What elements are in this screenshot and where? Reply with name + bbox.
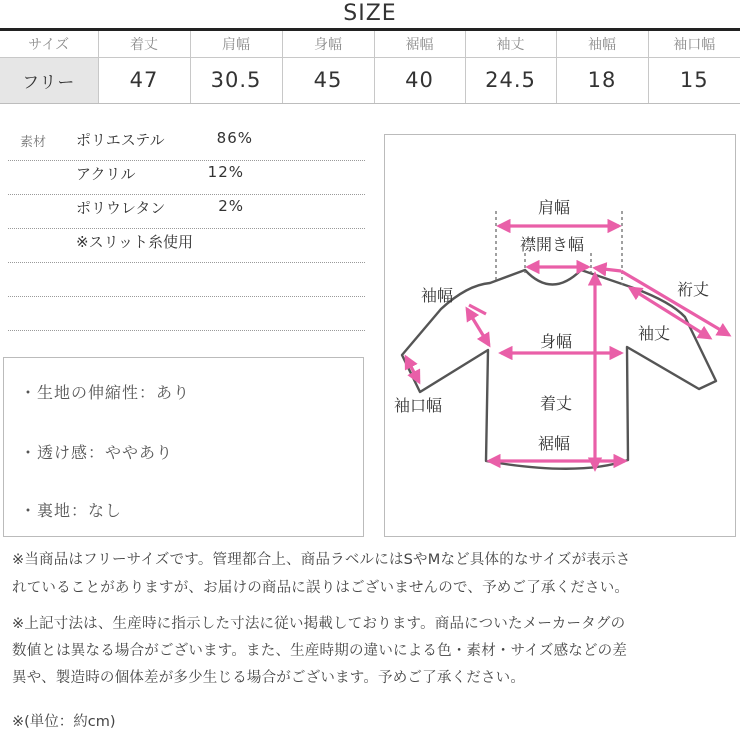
property-lining: ・裏地：なし [20, 501, 123, 520]
material-name: ポリウレタン [76, 199, 166, 217]
cell-sleeve-width: 18 [556, 57, 648, 103]
cell-size: フリー [0, 57, 98, 103]
label-length: 着丈 [540, 394, 573, 413]
material-percent: 86% [216, 129, 253, 147]
note-2-line-3: 異や、製造時の個体差が多少生じる場合がございます。予めご了承ください。 [12, 670, 526, 686]
yuki-arrow [595, 268, 621, 271]
cell-hem-width: 40 [374, 57, 465, 103]
label-body-width: 身幅 [540, 332, 573, 351]
cell-cuff-width: 15 [648, 57, 740, 103]
fabric-properties-box [3, 357, 364, 537]
label-sleeve-width: 袖幅 [421, 286, 454, 305]
header-hem-width: 裾幅 [374, 31, 465, 57]
header-body-width: 身幅 [282, 31, 374, 57]
label-cuff: 袖口幅 [394, 396, 443, 415]
material-note: ※スリット糸使用 [76, 233, 193, 251]
header-shoulder: 肩幅 [190, 31, 282, 57]
header-cuff-width: 袖口幅 [648, 31, 740, 57]
cell-length: 47 [98, 57, 190, 103]
header-size: サイズ [0, 31, 98, 57]
material-label: 素材 [20, 135, 47, 150]
property-stretch: ・生地の伸縮性：あり [20, 383, 191, 402]
size-title: SIZE [343, 1, 397, 26]
size-table-header-row [0, 31, 740, 57]
material-row-empty [8, 263, 365, 297]
cell-body-width: 45 [282, 57, 374, 103]
label-sleeve-length: 袖丈 [638, 324, 671, 343]
note-1-line-2: れていることがありますが、お届けの商品に誤りはございませんので、予めご了承ください。 [12, 580, 630, 596]
header-sleeve-width: 袖幅 [556, 31, 648, 57]
material-name: ポリエステル [76, 131, 165, 149]
unit-note: ※(単位：約cm) [12, 714, 116, 730]
material-percent: 12% [207, 163, 244, 181]
material-row-1 [8, 127, 365, 161]
garment-diagram-svg [385, 135, 737, 538]
size-table-row [0, 57, 740, 103]
note-2-line-2: 数値とは異なる場合がございます。また、生産時期の違いによる色・素材・サイズ感などの差 [12, 643, 628, 659]
material-row-empty [8, 297, 365, 331]
note-2-line-1: ※上記寸法は、生産時に指示した寸法に従い掲載しております。商品についたメーカータグの [12, 616, 626, 632]
cell-shoulder: 30.5 [190, 57, 282, 103]
material-percent: 2% [218, 197, 244, 215]
size-table [0, 31, 740, 104]
material-row-3 [8, 195, 365, 229]
material-row-2 [8, 161, 365, 195]
label-hem: 裾幅 [538, 434, 571, 453]
label-shoulder: 肩幅 [538, 198, 571, 217]
label-yuki: 裄丈 [677, 280, 710, 299]
note-1-line-1: ※当商品はフリーサイズです。管理都合上、商品ラベルにはSやMなど具体的なサイズが表示さ [12, 552, 631, 568]
sleeve-width-arrow [469, 305, 486, 314]
cell-sleeve-length: 24.5 [465, 57, 556, 103]
label-neck: 襟開き幅 [520, 235, 585, 254]
property-sheerness: ・透け感：ややあり [20, 443, 174, 462]
header-sleeve-length: 袖丈 [465, 31, 556, 57]
material-name: アクリル [76, 165, 136, 183]
garment-diagram [384, 134, 736, 537]
header-length: 着丈 [98, 31, 190, 57]
material-row-4 [8, 229, 365, 263]
